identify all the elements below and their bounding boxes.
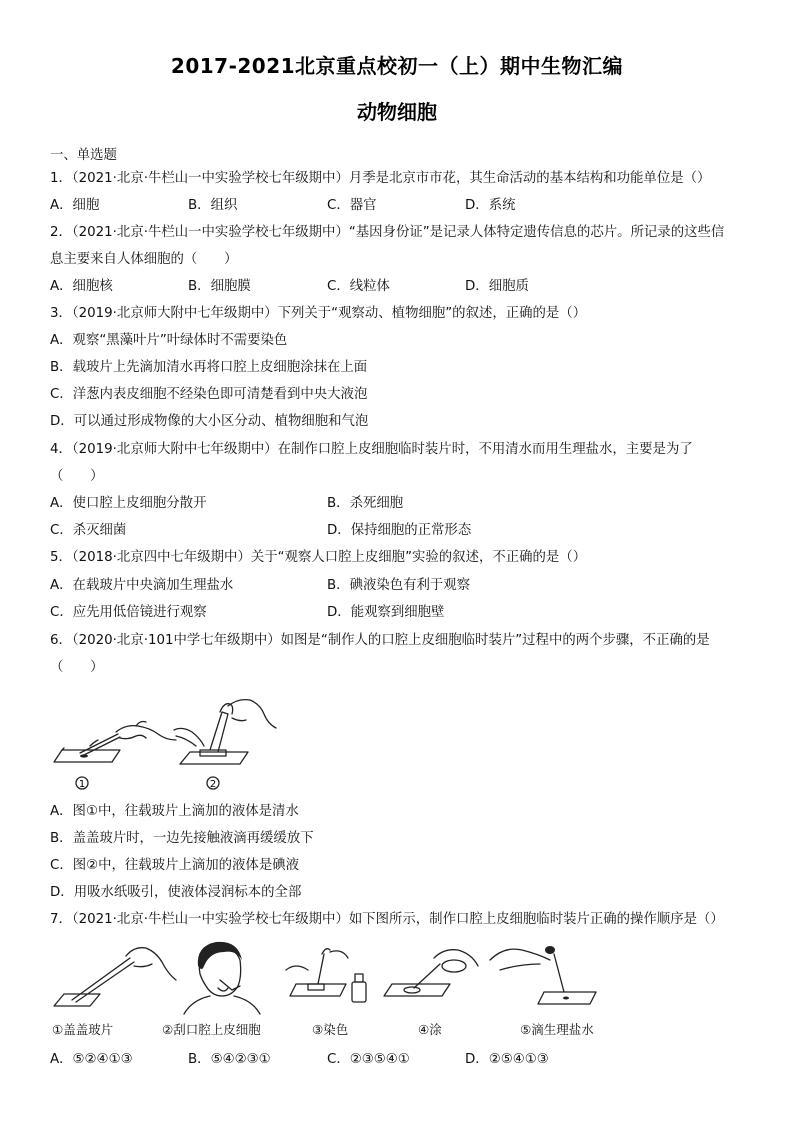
q7-option-b: B．⑤④②③① [188, 1052, 271, 1067]
q5-option-b: B．碘液染色有利于观察 [327, 578, 471, 593]
q4-option-a: A．使口腔上皮细胞分散开 [50, 496, 207, 511]
question-2-stem-line1: 2．（2021·北京·牛栏山一中实验学校七年级期中）“基因身份证”是记录人体特定遗传信息的芯片。所记录的这些信 [50, 225, 725, 240]
figure-2-label: 2 [209, 779, 217, 790]
q2-option-a: A．细胞核 [50, 279, 113, 294]
q6-option-c: C．图②中，往载玻片上滴加的液体是碘液 [50, 858, 299, 873]
q5-option-a: A．在载玻片中央滴加生理盐水 [50, 578, 234, 593]
figure-1-dropper-on-slide [54, 722, 176, 763]
q1-option-b: B．组织 [188, 198, 238, 213]
step-saline-drop-drawing [490, 946, 596, 1004]
q3-option-a: A．观察“黑藻叶片”叶绿体时不需要染色 [50, 333, 288, 348]
step-scrape-cheek-drawing [184, 942, 260, 1014]
document-subtitle: 动物细胞 [357, 100, 437, 124]
q1-option-d: D．系统 [465, 198, 516, 213]
q4-option-d: D．保持细胞的正常形态 [327, 523, 472, 538]
question-7-stem: 7．（2021·北京·牛栏山一中实验学校七年级期中）如下图所示，制作口腔上皮细胞临时装片正确的操作顺序是（） [50, 912, 724, 927]
caption-stain: ③染色 [312, 1022, 349, 1037]
figure-2-dropper-on-slide [174, 700, 276, 764]
question-6-stem-line2: （ ） [50, 660, 104, 675]
q3-option-d: D．可以通过形成物像的大小区分动、植物细胞和气泡 [50, 414, 369, 429]
figure-1-label: 1 [78, 779, 86, 790]
caption-spread: ④涂 [418, 1022, 442, 1037]
step-cover-slip-drawing [54, 948, 176, 1006]
q4-option-c: C．杀灭细菌 [50, 523, 127, 538]
q6-option-a: A．图①中，往载玻片上滴加的液体是清水 [50, 804, 299, 819]
step-spread-drawing [384, 950, 478, 996]
question-2-stem-line2: 息主要来自人体细胞的（ ） [50, 252, 238, 267]
q5-option-d: D．能观察到细胞壁 [327, 605, 445, 620]
q6-figure [50, 690, 280, 795]
step-stain-drawing [286, 949, 366, 1002]
q5-option-c: C．应先用低倍镜进行观察 [50, 605, 207, 620]
document-title: 2017-2021北京重点校初一（上）期中生物汇编 [170, 54, 624, 78]
q2-option-d: D．细胞质 [465, 279, 529, 294]
q3-option-c: C．洋葱内表皮细胞不经染色即可清楚看到中央大液泡 [50, 387, 368, 402]
q7-figure [50, 940, 610, 1015]
caption-scrape-cheek: ②刮口腔上皮细胞 [162, 1022, 261, 1037]
question-1-stem: 1．（2021·北京·牛栏山一中实验学校七年级期中）月季是北京市市花，其生命活动的基本结构和功能单位是（） [50, 171, 711, 186]
q3-option-b: B．载玻片上先滴加清水再将口腔上皮细胞涂抹在上面 [50, 360, 368, 375]
question-5-stem: 5．（2018·北京四中七年级期中）关于“观察人口腔上皮细胞”实验的叙述，不正确的是（） [50, 550, 587, 565]
q1-option-c: C．器官 [327, 198, 377, 213]
q7-option-c: C．②③⑤④① [327, 1052, 410, 1067]
question-6-stem-line1: 6．（2020·北京·101中学七年级期中）如图是“制作人的口腔上皮细胞临时装片”过程中的两个步骤，不正确的是 [50, 633, 710, 648]
question-4-stem-line1: 4．（2019·北京师大附中七年级期中）在制作口腔上皮细胞临时装片时，不用清水而用生理盐水，主要是为了 [50, 442, 693, 457]
question-3-stem: 3．（2019·北京师大附中七年级期中）下列关于“观察动、植物细胞”的叙述，正确的是（） [50, 306, 587, 321]
q2-option-b: B．细胞膜 [188, 279, 251, 294]
question-4-stem-line2: （ ） [50, 469, 104, 484]
q4-option-b: B．杀死细胞 [327, 496, 404, 511]
q7-option-a: A．⑤②④①③ [50, 1052, 133, 1067]
section-heading: 一、单选题 [50, 148, 117, 163]
q7-option-d: D．②⑤④①③ [465, 1052, 549, 1067]
q6-option-d: D．用吸水纸吸引，使液体浸润标本的全部 [50, 885, 302, 900]
q1-option-a: A．细胞 [50, 198, 100, 213]
caption-saline-drop: ⑤滴生理盐水 [520, 1022, 594, 1037]
q2-option-c: C．线粒体 [327, 279, 390, 294]
caption-cover-slip: ①盖盖玻片 [52, 1022, 114, 1037]
q6-option-b: B．盖盖玻片时，一边先接触液滴再缓缓放下 [50, 831, 314, 846]
